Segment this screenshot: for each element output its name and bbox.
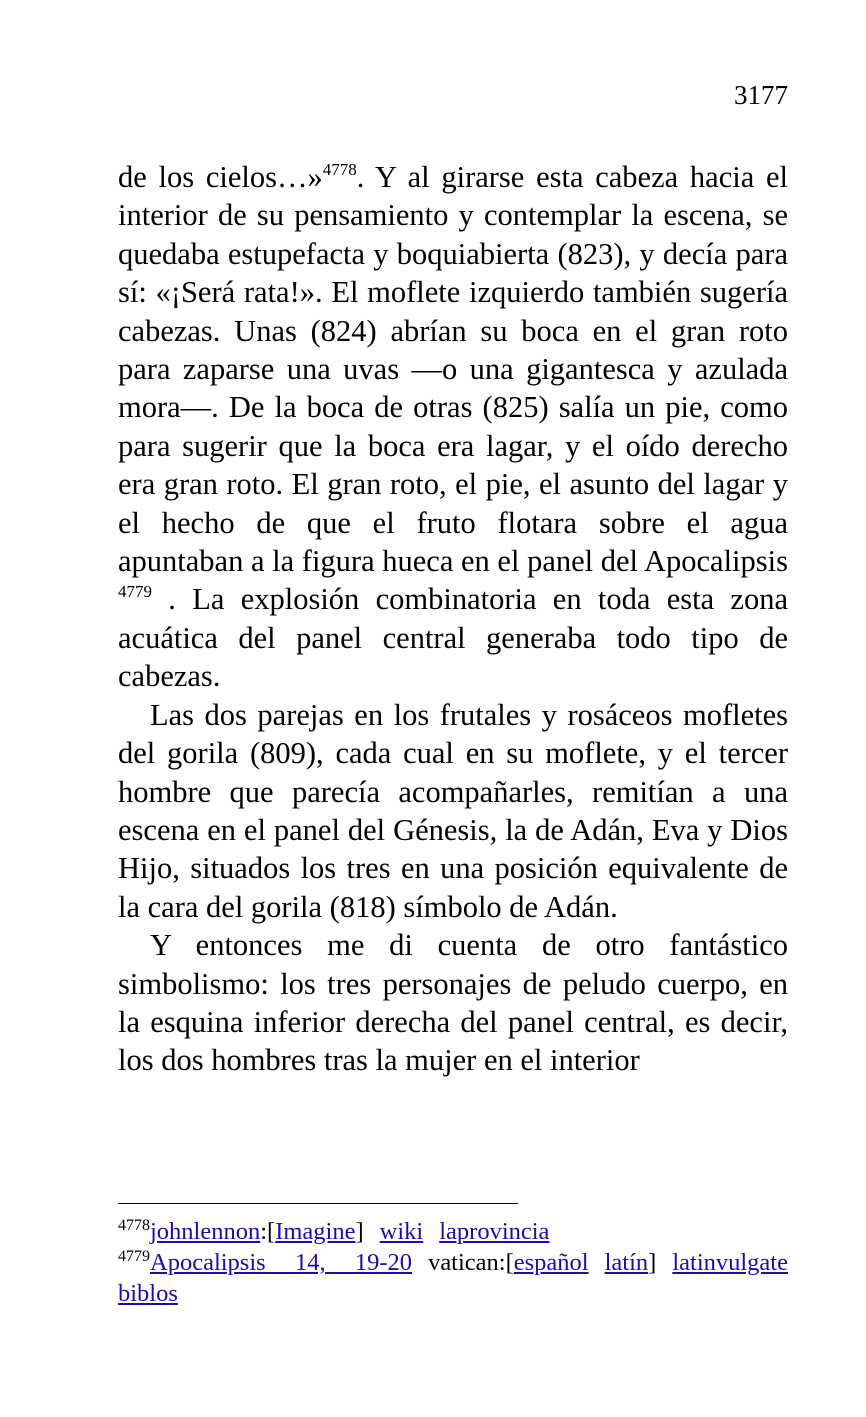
footnote-text: ] (648, 1249, 657, 1276)
body-text: . Y al girarse esta cabeza hacia el interior de su pensamiento y contemplar la escena, se quedaba estupefacta y boquiabierta (823), y decía para sí: «¡Será rata!». El moflete izquierdo también sugería cabezas. Unas (824) abrían su boca en el gran roto para zaparse una uvas —o una gigantesca y azulada mora—. De la boca de otras (825) salía un pie, como para sugerir que la boca era lagar, y el oído derecho era gran roto. El gran roto, el pie, el asunto del lagar y el hecho de que el fruto flotara sobre el agua apuntaban a la figura hueca en el panel del Apocalipsis (118, 160, 788, 579)
footnote-text: ] (355, 1218, 364, 1245)
footnote-link[interactable]: wiki (379, 1218, 424, 1245)
footnote-link[interactable]: biblos (118, 1280, 178, 1307)
footnote-link[interactable]: latín (604, 1249, 649, 1276)
body-text: . La explosión combinatoria en toda esta zona acuática del panel central generaba todo tipo de cabezas. (118, 582, 788, 694)
body-text (118, 158, 788, 1080)
footnote-footnote-ref: 4779 (118, 1248, 150, 1265)
footnote-text: vatican:[ (428, 1249, 514, 1276)
footnote (118, 1216, 788, 1247)
paragraph (118, 696, 788, 926)
body-text: Las dos parejas en los frutales y rosáceos mofletes del gorila (809), cada cual en su moflete, y el tercer hombre que parecía acompañarles, remitían a una escena en el panel del Génesis, la de Adán, Eva y Dios Hijo, situados los tres en una posición equivalente de la cara del gorila (818) símbolo de Adán. (118, 697, 788, 924)
footnote-footnote-ref: 4778 (118, 1217, 150, 1234)
footnote (118, 1247, 788, 1309)
body-footnote-ref: 4779 (118, 582, 152, 602)
footnote-link[interactable]: español (513, 1249, 589, 1276)
footnote-divider (118, 1203, 518, 1204)
body-text: de los cielos…» (118, 160, 323, 194)
page-number: 3177 (734, 80, 788, 110)
footnote-text: :[ (260, 1218, 276, 1245)
body-footnote-ref: 4778 (322, 160, 357, 179)
body-text: Y entonces me di cuenta de otro fantástico simbolismo: los tres personajes de peludo cuerpo, en la esquina inferior derecha del panel central, es decir, los dos hombres tras la mujer en el interior (118, 928, 788, 1078)
paragraph (118, 158, 788, 696)
footnote-link[interactable]: johnlennon (150, 1218, 261, 1245)
footnote-link[interactable]: Imagine (275, 1218, 356, 1245)
paragraph (118, 926, 788, 1080)
footnote-link[interactable]: Apocalipsis 14, 19-20 (150, 1249, 413, 1276)
footnote-link[interactable]: latinvulgate (672, 1249, 788, 1276)
footnote-link[interactable]: laprovincia (439, 1218, 550, 1245)
footnotes (118, 1216, 788, 1309)
